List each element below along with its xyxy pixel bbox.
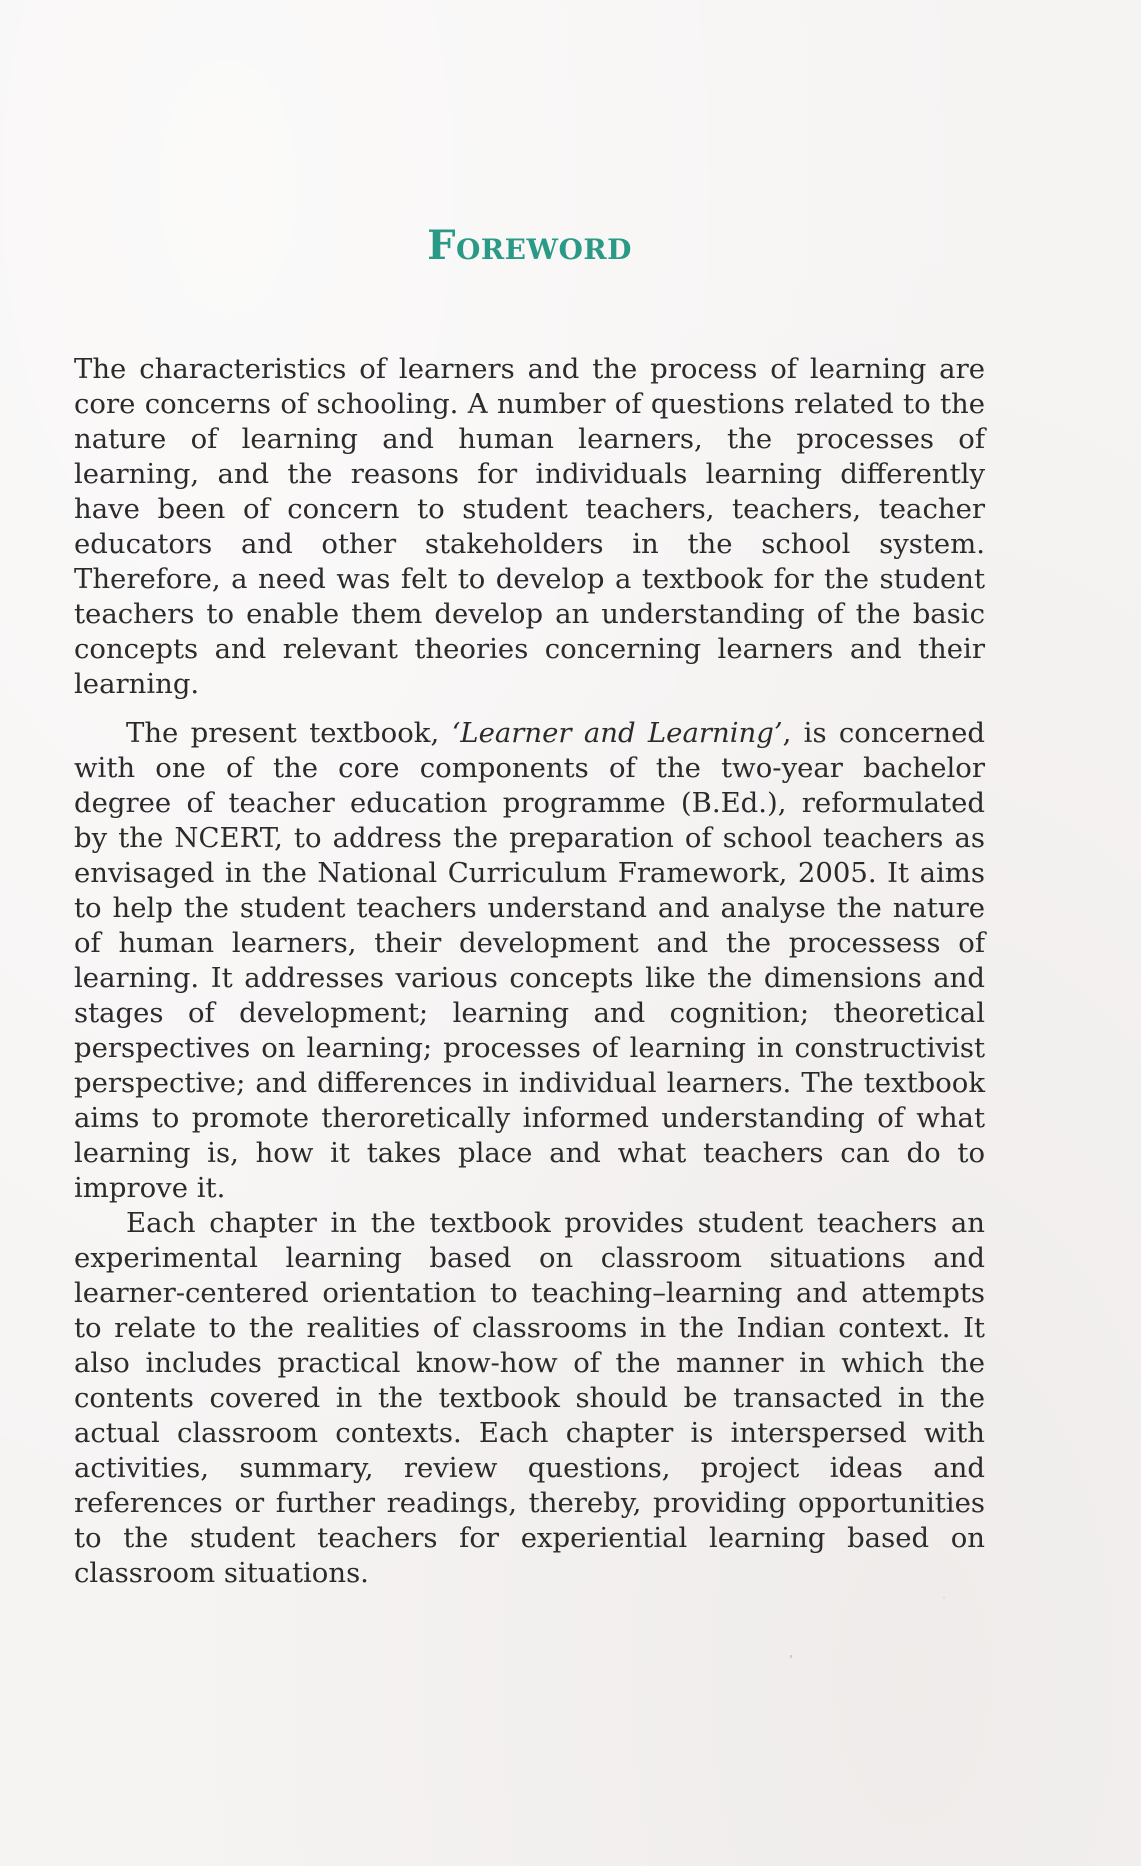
paragraph-2-intro: The present textbook, (126, 717, 452, 749)
paragraph-2-rest: , is concerned with one of the core components of the two-year bachelor degree of teacher education programme (B.Ed.), reformulated by the NCERT, to address the preparation of school teachers as envisaged in the National Curriculum Framework, 2005. It aims to help the student teachers understand and analyse the nature of human learners, their development and the processess of learning. It addresses various concepts like the dimensions and stages of development; learning and cognition; theoretical perspectives on learning; processes of learning in constructivist perspective; and differences in individual learners. The textbook aims to promote theroretically informed understanding of what learning is, how it takes place and what teachers can do to improve it. (74, 717, 985, 1204)
paragraph-3: Each chapter in the textbook provides student teachers an experimental learning based on classroom situations and learner-centered orientation to teaching–learning and attempts to relate to the realities of classrooms in the Indian context. It also includes practical know-how of the manner in which the contents covered in the textbook should be transacted in the actual classroom contexts. Each chapter is interspersed with activities, summary, review questions, project ideas and references or further readings, thereby, providing opportunities to the student teachers for experiential learning based on classroom situations. (74, 1207, 985, 1589)
paper-speck (943, 1596, 945, 1599)
paragraph-1: The characteristics of learners and the process of learning are core concerns of schooling. A number of questions related to the nature of learning and human learners, the processes of learning, and the reasons for individuals learning differently have been of concern to student teachers, teachers, teacher educators and other stakeholders in the school system. Therefore, a need was felt to develop a textbook for the student teachers to enable them develop an understanding of the basic concepts and relevant theories concerning learners and their learning. (74, 353, 985, 700)
paper-speck (790, 1655, 792, 1658)
page-title: Foreword (427, 222, 632, 269)
book-title: ‘Learner and Learning’ (451, 717, 783, 749)
paragraph-2 (74, 716, 985, 1206)
foreword-body (74, 352, 985, 1591)
